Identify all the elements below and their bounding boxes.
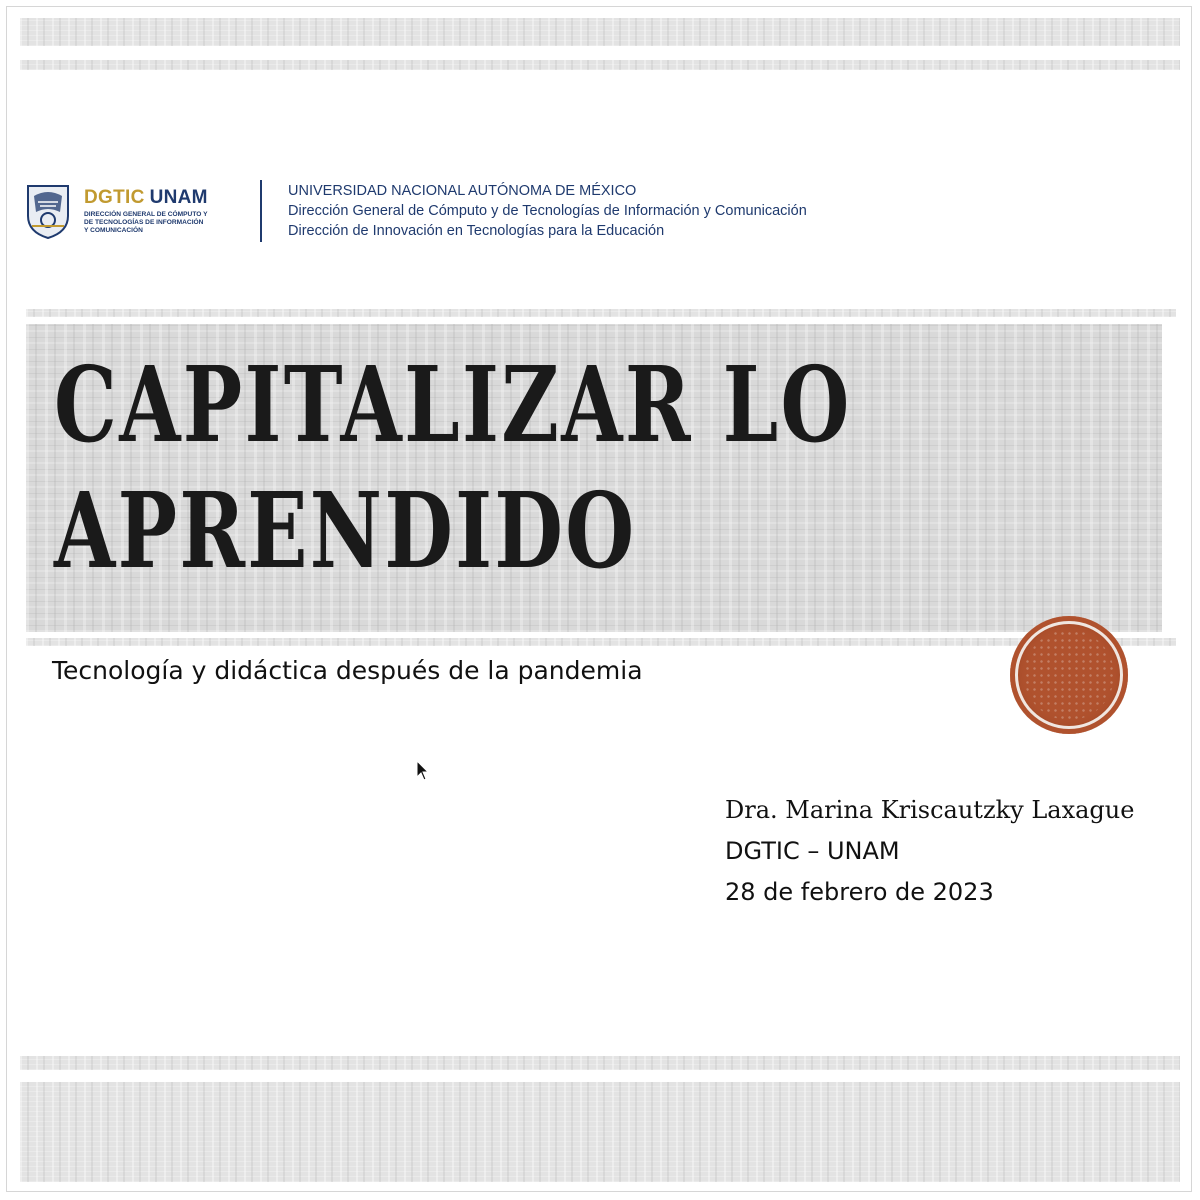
slide-title (54, 342, 852, 594)
slide-header (22, 176, 807, 246)
decorative-band-top (20, 18, 1180, 46)
decorative-circle-badge (1010, 616, 1128, 734)
dgtic-logo (84, 188, 234, 235)
presenter-info (725, 790, 1134, 913)
presenter-name: Dra. Marina Kriscautzky Laxague (725, 796, 1135, 824)
decorative-band-title-bottom (26, 638, 1176, 646)
slide-title-line: CAPITALIZAR LO (54, 343, 852, 466)
logo-subtitle-line: DIRECCIÓN GENERAL DE CÓMPUTO Y (84, 210, 208, 218)
slide-title-line: APRENDIDO (54, 469, 637, 592)
presenter-affiliation: DGTIC – UNAM (725, 837, 900, 865)
decorative-band-bottom (20, 1082, 1180, 1182)
logo-subtitle-line: Y COMUNICACIÓN (84, 226, 143, 234)
decorative-band-bottom-thin (20, 1056, 1180, 1070)
institution-line: UNIVERSIDAD NACIONAL AUTÓNOMA DE MÉXICO (288, 183, 637, 199)
slide-subtitle: Tecnología y didáctica después de la pandemia (52, 656, 643, 685)
logo-subtitle-line: DE TECNOLOGÍAS DE INFORMACIÓN (84, 218, 204, 226)
header-divider (260, 180, 262, 242)
decorative-band-top-thin (20, 60, 1180, 70)
logo-subtitle (84, 211, 234, 235)
unam-seal-icon (22, 182, 74, 240)
logo-dgtic-text: DGTIC (84, 186, 145, 208)
decorative-band-title-top (26, 309, 1176, 317)
institution-info (288, 181, 807, 241)
institution-line: Dirección General de Cómputo y de Tecnologías de Información y Comunicación (288, 203, 807, 219)
institution-line: Dirección de Innovación en Tecnologías para la Educación (288, 223, 665, 239)
logo-unam-text: UNAM (149, 186, 208, 208)
mouse-pointer-icon (416, 760, 430, 782)
presentation-date: 28 de febrero de 2023 (725, 878, 994, 906)
